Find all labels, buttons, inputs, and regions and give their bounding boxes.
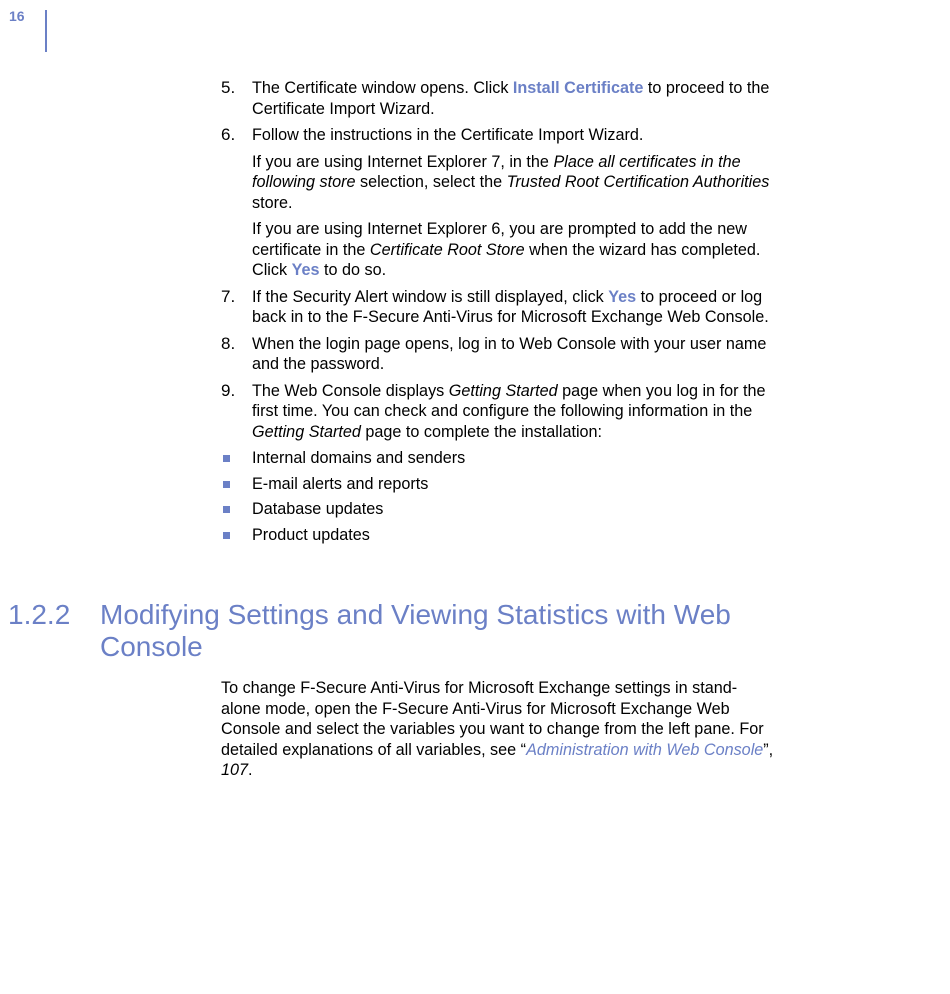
italic-text: 107 — [221, 761, 249, 779]
page-rule — [45, 10, 47, 52]
step-number: 9. — [221, 380, 236, 400]
section-title: Modifying Settings and Viewing Statistics with Web Console — [100, 599, 731, 662]
text-run: If you are using Internet Explorer 7, in the — [252, 152, 554, 171]
italic-text: Getting Started — [448, 381, 558, 400]
bullet-item — [221, 499, 776, 520]
step-paragraph — [252, 219, 776, 281]
italic-text: Getting Started — [252, 422, 361, 441]
section-heading — [8, 599, 768, 663]
text-run: page to complete the installation: — [360, 422, 603, 441]
italic-text: Certificate Root Store — [369, 240, 525, 259]
step-paragraph — [252, 78, 776, 119]
step-item — [221, 381, 776, 443]
bullet-text: Product updates — [252, 525, 370, 544]
italic-text: Trusted Root Certification Authorities — [506, 173, 770, 191]
bullet-item — [221, 525, 776, 546]
page-number: 16 — [9, 8, 25, 24]
step-paragraph — [252, 125, 776, 146]
step-paragraph — [252, 287, 776, 328]
ui-term: Yes — [608, 287, 637, 306]
text-run: Follow the instructions in the Certificate Import Wizard. — [252, 126, 644, 144]
text-run: If the Security Alert window is still displayed, click — [252, 287, 609, 306]
text-run: to proceed or log back in to the F-Secure Anti-Virus for Microsoft Exchange Web Console. — [252, 287, 769, 326]
step-item — [221, 334, 776, 375]
cross-reference-link[interactable]: Administration with Web Console — [526, 740, 764, 759]
ui-term: Install Certificate — [512, 79, 644, 97]
bullet-text: Database updates — [252, 500, 384, 518]
step-paragraph — [252, 152, 776, 214]
square-bullet-icon — [223, 455, 230, 462]
text-run: ”, — [763, 740, 774, 759]
text-run: The Certificate window opens. Click — [252, 79, 513, 97]
text-run: when the wizard has completed. Click — [252, 240, 761, 279]
bullet-text: E-mail alerts and reports — [252, 474, 429, 493]
bullet-item — [221, 474, 776, 495]
step-number: 7. — [221, 286, 236, 306]
text-run: The Web Console displays — [252, 381, 449, 400]
step-number: 5. — [221, 78, 236, 97]
steps-list — [221, 78, 776, 550]
step-item — [221, 78, 776, 119]
bullet-list — [221, 448, 776, 545]
step-paragraph — [252, 381, 776, 443]
text-run: to proceed to the Certificate Import Wizard. — [252, 79, 770, 118]
italic-text: Place all certificates in the following store — [252, 152, 741, 191]
ui-term: Yes — [291, 261, 320, 279]
text-run: store. — [252, 193, 293, 212]
square-bullet-icon — [223, 506, 230, 513]
bullet-item — [221, 448, 776, 469]
text-run: If you are using Internet Explorer 6, you are prompted to add the new certificate in the — [252, 220, 747, 259]
step-item — [221, 287, 776, 328]
step-item — [221, 125, 776, 281]
bullet-text: Internal domains and senders — [252, 449, 466, 467]
step-number: 8. — [221, 333, 236, 353]
text-run: . — [248, 761, 253, 779]
text-run: to do so. — [319, 261, 387, 279]
section-number: 1.2.2 — [8, 599, 71, 630]
step-number: 6. — [221, 125, 236, 144]
text-run: When the login page opens, log in to Web Console with your user name and the password. — [252, 334, 767, 373]
text-run: selection, select the — [355, 173, 507, 191]
step-paragraph — [252, 334, 776, 375]
text-run: page when you log in for the first time. You can check and configure the following information in the — [252, 381, 766, 420]
square-bullet-icon — [223, 481, 230, 488]
text-run: To change F-Secure Anti-Virus for Microsoft Exchange settings in stand-alone mode, open the F-Secure Anti-Virus for Microsoft Exchange Web Console and select the variables you want to change from the left pane. For detailed explanations of all variables, see “ — [221, 679, 764, 759]
square-bullet-icon — [223, 532, 230, 539]
body-paragraph — [221, 678, 776, 781]
